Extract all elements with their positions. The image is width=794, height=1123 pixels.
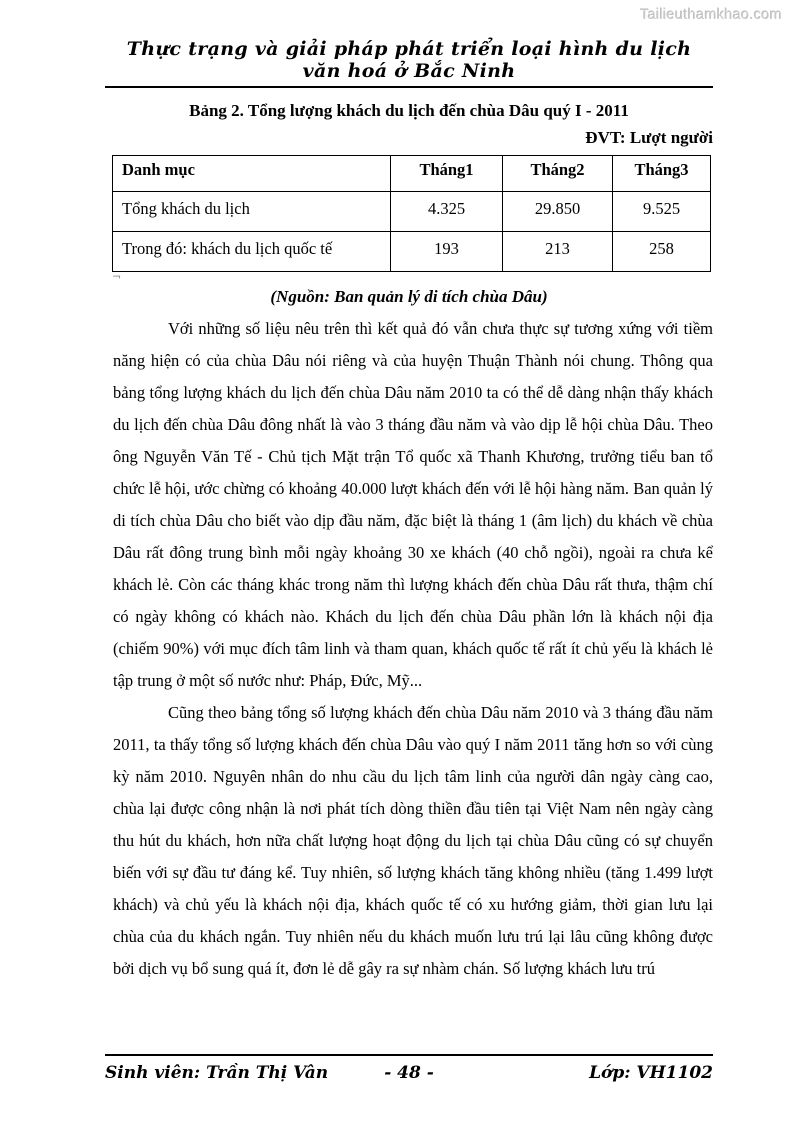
- table-source-note: (Nguồn: Ban quản lý di tích chùa Dâu): [270, 287, 548, 306]
- watermark-text: Tailieuthamkhao.com: [640, 7, 782, 23]
- column-header-month1: Tháng1: [391, 156, 503, 192]
- table-header-row: [113, 156, 711, 192]
- cell-total-month3: 9.525: [613, 192, 711, 232]
- paragraph: Cũng theo bảng tổng số lượng khách đến chùa Dâu năm 2010 và 3 tháng đầu năm 2011, ta thấy tổng số lượng khách đến chùa Dâu vào quý I năm 2011 tăng hơn so với cùng kỳ năm 2010. Nguyên nhân do nhu cầu du lịch tâm linh của người dân ngày càng cao, chùa lại được công nhận là nơi phát tích dòng thiền đầu tiên tại Việt Nam nên ngày càng thu hút du khách, hơn nữa chất lượng hoạt động du lịch tại chùa Dâu cũng có sự chuyển biến với sự đầu tư đáng kể. Tuy nhiên, số lượng khách tăng không nhiều (tăng 1.499 lượt khách) và chủ yếu là khách nội địa, khách quốc tế có xu hướng giảm, thời gian lưu lại chùa của du khách ngắn. Tuy nhiên nếu du khách muốn lưu trú lại lâu cũng không được bởi dịch vụ bổ sung quá ít, đơn lẻ dễ gây ra sự nhàm chán. Số lượng khách lưu trú: [113, 703, 713, 978]
- page-content: [105, 0, 713, 985]
- row-label-total-visitors: Tổng khách du lịch: [113, 192, 391, 232]
- visitor-statistics-table: [112, 155, 711, 272]
- table-row: [113, 232, 711, 272]
- column-header-category: Danh mục: [113, 156, 391, 192]
- cell-total-month1: 4.325: [391, 192, 503, 232]
- body-text: [113, 313, 713, 985]
- footer-page-number: - 48 -: [384, 1063, 434, 1083]
- column-header-month2: Tháng2: [503, 156, 613, 192]
- cell-intl-month2: 213: [503, 232, 613, 272]
- footer-student-name: Sinh viên: Trần Thị Vân: [105, 1063, 329, 1083]
- table-caption: Bảng 2. Tổng lượng khách du lịch đến chùa Dâu quý I - 2011: [189, 101, 629, 120]
- paragraph: Với những số liệu nêu trên thì kết quả đó vẫn chưa thực sự tương xứng với tiềm năng hiện có của chùa Dâu nói riêng và của huyện Thuận Thành nói chung. Thông qua bảng tổng lượng khách du lịch đến chùa Dâu năm 2010 ta có thể dễ dàng nhận thấy khách du lịch đến chùa Dâu đông nhất là vào 3 tháng đầu năm và vào dịp lễ hội chùa Dâu. Theo ông Nguyễn Văn Tế - Chủ tịch Mặt trận Tổ quốc xã Thanh Khương, trưởng tiểu ban tổ chức lễ hội, ước chừng có khoảng 40.000 lượt khách đến với lễ hội hàng năm. Ban quản lý di tích chùa Dâu cho biết vào dịp đầu năm, đặc biệt là tháng 1 (âm lịch) du khách về chùa Dâu rất đông trung bình mỗi ngày khoảng 30 xe khách (40 chỗ ngồi), ngoài ra chưa kể khách lẻ. Còn các tháng khác trong năm thì lượng khách đến chùa Dâu rất thưa, thậm chí có ngày không có khách nào. Khách du lịch đến chùa Dâu phần lớn là khách nội địa (chiếm 90%) với mục đích tâm linh và tham quan, khách quốc tế rất ít chủ yếu là khách lẻ tập trung ở một số nước như: Pháp, Đức, Mỹ...: [113, 319, 713, 690]
- page-footer: [105, 1054, 713, 1083]
- footer-class-label: Lớp: VH1102: [589, 1063, 714, 1083]
- unit-note: ĐVT: Lượt người: [585, 128, 713, 147]
- column-header-month3: Tháng3: [613, 156, 711, 192]
- cell-total-month2: 29.850: [503, 192, 613, 232]
- cell-intl-month3: 258: [613, 232, 711, 272]
- table-anchor-mark: ¬: [112, 270, 122, 283]
- table-row: [113, 192, 711, 232]
- row-label-international-visitors: Trong đó: khách du lịch quốc tế: [113, 232, 391, 272]
- cell-intl-month1: 193: [391, 232, 503, 272]
- running-header-title: Thực trạng và giải pháp phát triển loại hình du lịch văn hoá ở Bắc Ninh: [105, 38, 713, 88]
